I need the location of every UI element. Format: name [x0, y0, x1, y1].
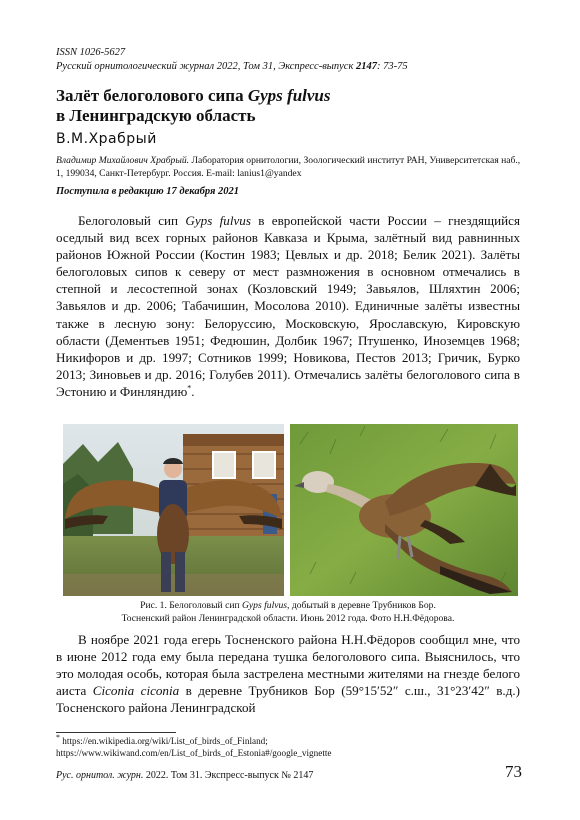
footer-text: 2022. Том 31. Экспресс-выпуск № 2147 — [143, 770, 314, 781]
footnote-marker: * — [56, 732, 60, 742]
page-footer — [56, 770, 313, 781]
article-title — [56, 86, 526, 126]
photo-left-image — [63, 424, 284, 596]
p1-text-a: Белоголовый сип — [78, 213, 186, 228]
footnote-link-estonia[interactable]: https://www.wikiwand.com/en/List_of_birds_of_Estonia#/google_vignette — [56, 747, 332, 758]
affiliation — [56, 155, 526, 180]
p1-text-b: в европейской части России – гнездящийся оседлый вид всех горных районов Кавказа и Крыма, залётный вид равнинных районов Южной России (Костин 1983; Цевлых и др. 2018; Белик 2021). Залёты белоголовых сипов к северу от мест размножения в основном отмечались в степной и лесостепной зонах (Козловский 1949; Завьялов, Шляхтин 2006; Завьялов и др. 2006; Табачишин, Мосолова 2010). Единичные залёты известны также в лесную зону: Белоруссию, Московскую, Ярославскую, Кировскую области (Дементьев 1951; Федюшин, Долбик 1967; Птушенко, Иноземцев 1968; Никифоров и др. 1997; Сотников 1999; Новикова, Пестов 2013; Гричик, Бурко 2013; Зиновьев и др. 2016; Голубев 2011). Отмечались залёты белоголового сипа в Эстонию и Финляндию — [56, 213, 520, 399]
photo-vulture-on-grass — [290, 424, 518, 596]
footnote-ref: * — [187, 383, 192, 393]
footnote — [56, 732, 526, 759]
footnote-rule — [56, 732, 176, 733]
caption-line2: Тосненский район Ленинградской области. Июнь 2012 года. Фото Н.Н.Фёдорова. — [121, 612, 455, 624]
caption-text-a: Рис. 1. Белоголовый сип — [140, 600, 242, 611]
received-date: Поступила в редакцию 17 декабря 2021 — [56, 186, 239, 197]
caption-text-b: , добытый в деревне Трубников Бор. — [287, 600, 436, 611]
title-text: Залёт белоголового сипа — [56, 86, 248, 105]
page-number: 73 — [505, 762, 522, 781]
photo-right-image — [290, 424, 518, 596]
affiliation-name: Владимир Михайлович Храбрый. — [56, 155, 190, 166]
caption-latin: Gyps fulvus — [242, 600, 288, 611]
p2-latin: Ciconia ciconia — [92, 683, 180, 699]
journal-citation — [56, 60, 526, 74]
p2-text-a: В ноябре 2021 года егерь Тосненского района Н.Н.Фёдоров сообщил мне, что в июне 2012 года ему была передана тушка белоголового сипа. Выяснилось, что это молодая особь, которая была застрелена местными жителями на гнезде белого аиста — [56, 632, 520, 699]
issn: ISSN 1026-5627 — [56, 47, 126, 58]
author-name: В.М.Храбрый — [56, 131, 157, 147]
affiliation-text: Лаборатория орнитологии, Зоологический институт РАН, Университетская наб., 1, 199034, Санкт-Петербург. Россия. E-mail: lanius1@yandex — [56, 155, 521, 179]
paragraph-2 — [56, 631, 520, 716]
title-line2: в Ленинградскую область — [56, 106, 256, 125]
footnote-link-finland[interactable]: https://en.wikipedia.org/wiki/List_of_birds_of_Finland; — [60, 736, 268, 746]
issue-number: 2147 — [356, 61, 377, 72]
figure-caption — [56, 600, 520, 625]
journal-header — [56, 46, 526, 74]
p2-text-b: в деревне Трубников Бор (59°15′52″ с.ш., 31°23′42″ в.д.) Тосненского района Ленинградской — [56, 683, 520, 716]
title-latin: Gyps fulvus — [247, 86, 331, 105]
paragraph-1 — [56, 212, 520, 400]
journal-name: Русский орнитологический журнал 2022, Том 31, Экспресс-выпуск — [56, 61, 356, 72]
photo-man-holding-vulture — [63, 424, 284, 596]
p1-latin: Gyps fulvus — [185, 213, 251, 228]
p1-end: . — [191, 383, 195, 399]
page-range: : 73-75 — [377, 61, 408, 72]
footer-journal: Рус. орнитол. журн. — [56, 770, 144, 781]
